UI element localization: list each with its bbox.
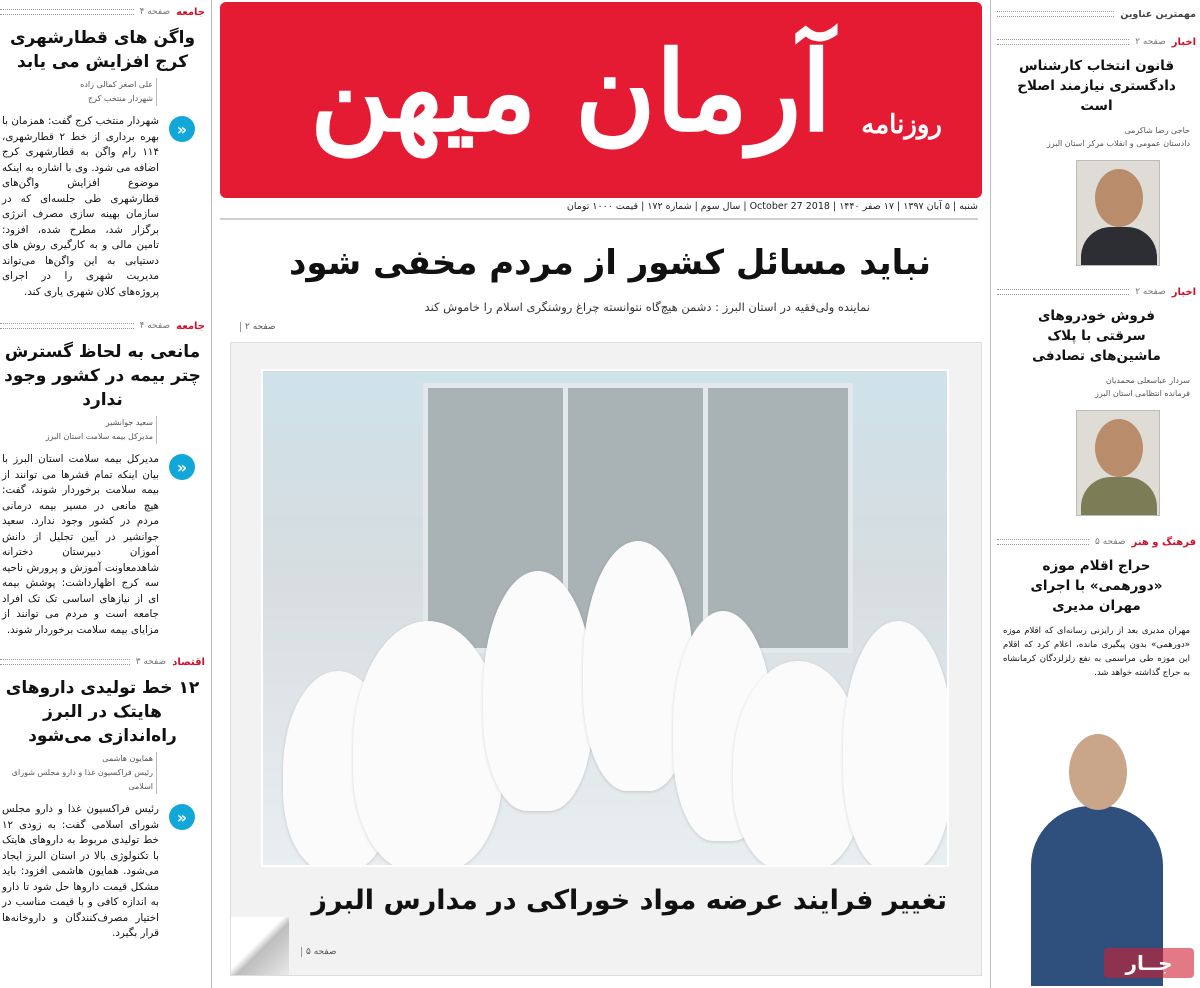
section-header [997,284,1196,300]
right-story-2[interactable] [997,284,1196,516]
author-role: دادستان عمومی و انقلاب مرکز استان البرز [1046,139,1190,148]
student-figure [483,571,593,811]
portrait-body [1081,477,1157,516]
divider [997,11,1114,17]
right-story-1[interactable] [997,34,1196,266]
lead-subhead: نماینده ولی‌فقیه در استان البرز : دشمن هیچ‌گاه نتوانسته چراغ روشنگری اسلام را خاموش کند [424,300,870,314]
left-column [0,0,212,988]
story-title[interactable]: ۱۲ خط تولیدی داروهای هایتک در البرز راه‌اندازی می‌شود [5,678,200,746]
byline [0,416,205,444]
front-page-center [212,0,990,988]
lead-photo[interactable] [261,369,949,867]
double-chevron-icon: « [169,804,195,830]
newspaper-logo: آرمان میهن [310,27,832,156]
page-ref: صفحه ۲ [1135,37,1166,47]
left-story-3[interactable] [0,654,205,942]
section-tag: فرهنگ و هنر [1131,536,1196,548]
photo-caption[interactable]: تغییر فرایند عرضه مواد خوراکی در مدارس البرز [311,885,947,916]
section-tag: اخبار [1171,286,1196,298]
portrait-head [1095,419,1143,477]
left-story-1[interactable] [0,4,205,300]
story-title[interactable]: مانعی به لحاظ گسترش چتر بیمه در کشور وجود ندارد [4,342,201,410]
page-ref: صفحه ۴ [139,321,171,331]
story-title[interactable]: قانون انتخاب کارشناس دادگستری نیازمند اصلاح است [1017,58,1176,114]
section-tag: اقتصاد [172,656,205,668]
divider [0,323,134,329]
lead-headline[interactable]: نباید مسائل کشور از مردم مخفی شود [288,243,932,283]
divider [997,539,1089,545]
portrait-head [1095,169,1143,227]
story-title[interactable]: حراج اقلام موزه «دورهمی» با اجرای مهران مدیری [1030,558,1163,614]
divider [997,289,1129,295]
portrait-body [1081,227,1157,266]
section-header [997,534,1196,550]
author-role: رئیس فراکسیون غذا و دارو مجلس شورای اسلامی [0,766,157,794]
student-figure [353,621,503,867]
section-header [0,318,205,334]
author-name: سعید جوانشیر [0,416,157,430]
author-role: شهردار منتخب کرج [0,92,157,106]
double-chevron-icon: « [169,116,195,142]
story-body: شهردار منتخب کرج گفت: همزمان با بهره برداری از خط ۲ قطارشهری، ۱۱۴ رام واگن به قطارشهری کرج اضافه می شود. وی با اشاره به اینکه موضوع افزایش واگن‌های قطارشهری طی جلسه‌ای که در سازمان بهینه سازی مصرف انرژی برگزار شد، مطرح شده، افزود: تامین مالی و به کارگیری روش های دستیابی به این واگن‌ها می‌تواند مدیریت شهری را در اجرای پروژه‌های کلان شهری یاری کند. [2,115,159,298]
section-header [0,654,205,670]
section-title: مهمترین عناوین [1120,8,1196,20]
page-curl [231,917,289,975]
page-ref: صفحه ۴ [139,7,171,17]
author-role: مدیرکل بیمه سلامت استان البرز [0,430,157,444]
section-header [997,34,1196,50]
divider [0,9,134,15]
page-ref: صفحه ۵ [1095,537,1126,547]
double-chevron-icon: « [169,454,195,480]
story-body: مدیرکل بیمه سلامت استان البرز با بیان اینکه تمام قشرها می توانند از بیمه سلامت برخوردار شوند، گفت: هیچ مانعی در مسیر بیمه درمانی مردم در کشور وجود ندارد. سعید جوانشیر در آیین تجلیل از دانش آموزان دبیرستان دخترانه شاهدمعاونت آموزش و پرورش ناحیه سه کرج اظهارداشت: پوشش بیمه ای از نیازهای اساسی تک تک افراد جامعه است و مردم می توانند از مزایای بیمه سلامت برخوردار شوند. [2,453,159,636]
story-body: رئیس فراکسیون غذا و دارو مجلس شورای اسلامی گفت: به زودی ۱۲ خط تولیدی مربوط به داروهای هایتک با تکنولوژی بالا در استان البرز ایجاد می‌شود. همایون هاشمی افزود: باید مشکل قیمت داروها حل شود تا دارو به اندازه کافی و با قیمت مناسب در اختیار مصرف‌کنندگان و داروخانه‌ها قرار بگیرد. [2,803,159,939]
section-header [997,6,1196,22]
byline [0,78,205,106]
byline [0,752,205,794]
right-column [990,0,1200,988]
newspaper-prefix: روزنامه [861,110,942,140]
story-title[interactable]: واگن های قطارشهری کرج افزایش می یابد [9,28,196,72]
page-ref: صفحه ۵ [301,947,337,957]
photo-head [1069,734,1127,810]
left-story-2[interactable] [0,318,205,638]
page-ref: صفحه ۲ [240,322,276,332]
section-tag: اخبار [1171,36,1196,48]
section-tag: جامعه [176,320,205,332]
author-name: همایون هاشمی [0,752,157,766]
masthead [220,2,982,198]
author-name: سردار عباسعلی محمدیان [1105,376,1190,385]
student-figure [843,621,949,867]
story-title[interactable]: فروش خودروهای سرقتی با پلاک ماشین‌های تصادفی [1032,308,1161,364]
author-name: علی اصغر کمالی زاده [0,78,157,92]
right-story-3[interactable] [997,534,1196,680]
page-ref: صفحه ۳ [135,657,167,667]
section-header [0,4,205,20]
section-tag: جامعه [176,6,205,18]
divider [0,659,130,665]
byline [997,374,1196,400]
source-watermark: جــار [1104,948,1194,978]
author-portrait [1076,160,1160,266]
divider [997,39,1129,45]
author-portrait [1076,410,1160,516]
byline [997,124,1196,150]
story-body: مهران مدیری بعد از رایزنی رسانه‌ای که اقلام موزه «دورهمی» بدون پیگیری مانده، اعلام کرد که اقلام این موزه طی مراسمی به نفع زلزلزدگان کرمانشاه به حراج گذاشته خواهد شد. [1003,626,1190,678]
lead-photo-frame [230,342,982,976]
author-role: فرمانده انتظامی استان البرز [1094,389,1190,398]
page-ref: صفحه ۲ [1135,287,1166,297]
author-name: حاجی رضا شاکرمی [1124,126,1190,135]
dateline: شنبه | ۵ آبان ۱۳۹۷ | ۱۷ صفر ۱۴۴۰ | 2018 October 27 | سال سوم | شماره ۱۷۲ | قیمت ۱۰۰۰ تومان [220,201,978,220]
